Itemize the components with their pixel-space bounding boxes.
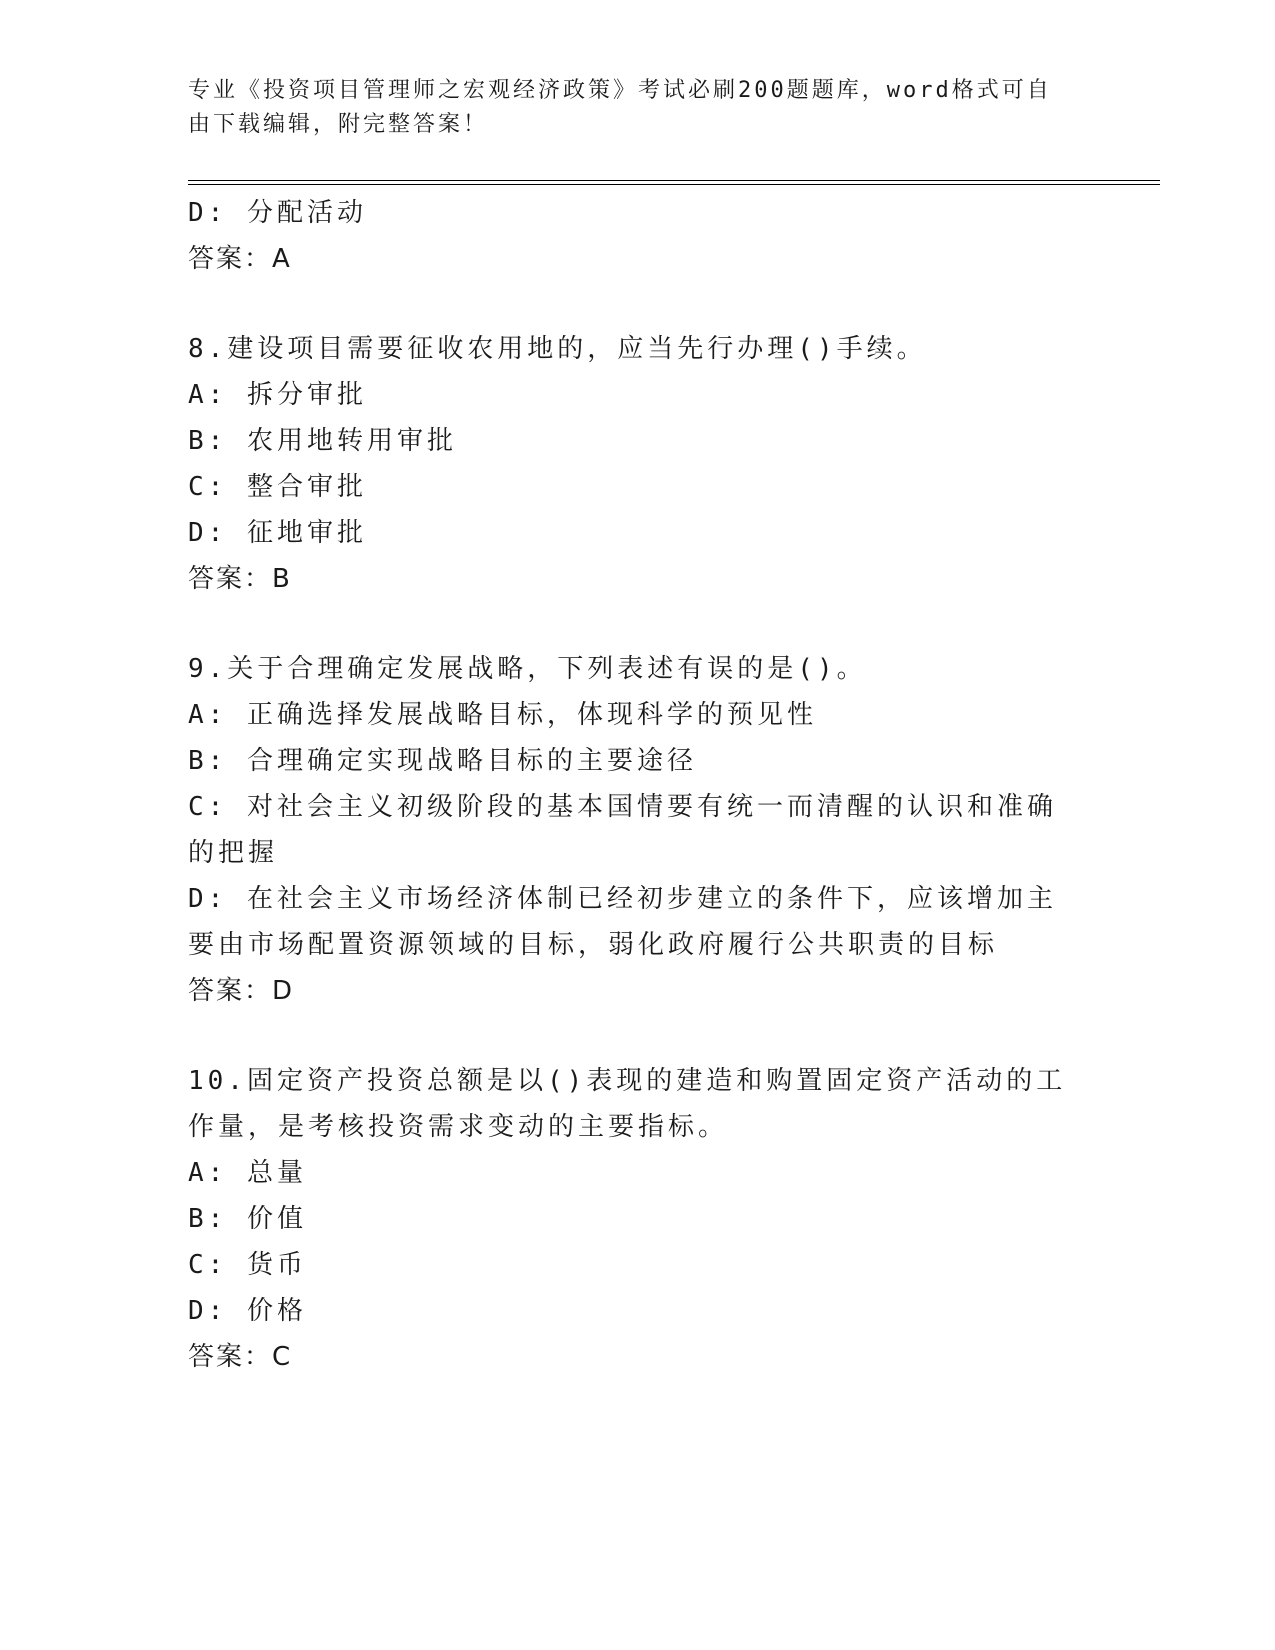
prev-question-answer: 答案：A xyxy=(188,244,292,274)
question-answer: 答案：C xyxy=(188,1342,293,1372)
prev-question-option-d: D: 分配活动 xyxy=(188,198,367,228)
header-divider-bottom xyxy=(188,184,1160,185)
option-d: D: 在社会主义市场经济体制已经初步建立的条件下，应该增加主要由市场配置资源领域的目标，弱化政府履行公共职责的目标 xyxy=(188,884,1057,960)
question-answer: 答案：D xyxy=(188,976,295,1006)
question-content xyxy=(188,190,1078,1380)
header-divider-top xyxy=(188,180,1160,181)
option-c: C: 货币 xyxy=(188,1250,307,1280)
option-c: C: 整合审批 xyxy=(188,472,367,502)
question-9 xyxy=(188,646,1078,1014)
option-b: B: 合理确定实现战略目标的主要途径 xyxy=(188,746,697,776)
question-8 xyxy=(188,326,1078,602)
document-header: 专业《投资项目管理师之宏观经济政策》考试必刷200题题库，word格式可自由下载编辑，附完整答案！ xyxy=(188,78,1052,137)
option-a: A: 总量 xyxy=(188,1158,307,1188)
option-a: A: 拆分审批 xyxy=(188,380,367,410)
question-stem: 9.关于合理确定发展战略，下列表述有误的是()。 xyxy=(188,654,867,684)
option-b: B: 价值 xyxy=(188,1204,307,1234)
question-stem: 8.建设项目需要征收农用地的，应当先行办理()手续。 xyxy=(188,334,927,364)
option-c: C: 对社会主义初级阶段的基本国情要有统一而清醒的认识和准确的把握 xyxy=(188,792,1057,868)
option-a: A: 正确选择发展战略目标，体现科学的预见性 xyxy=(188,700,817,730)
question-stem: 10.固定资产投资总额是以()表现的建造和购置固定资产活动的工作量，是考核投资需求变动的主要指标。 xyxy=(188,1066,1067,1142)
question-10 xyxy=(188,1058,1078,1380)
question-answer: 答案：B xyxy=(188,564,292,594)
option-d: D: 价格 xyxy=(188,1296,307,1326)
option-b: B: 农用地转用审批 xyxy=(188,426,457,456)
option-d: D: 征地审批 xyxy=(188,518,367,548)
